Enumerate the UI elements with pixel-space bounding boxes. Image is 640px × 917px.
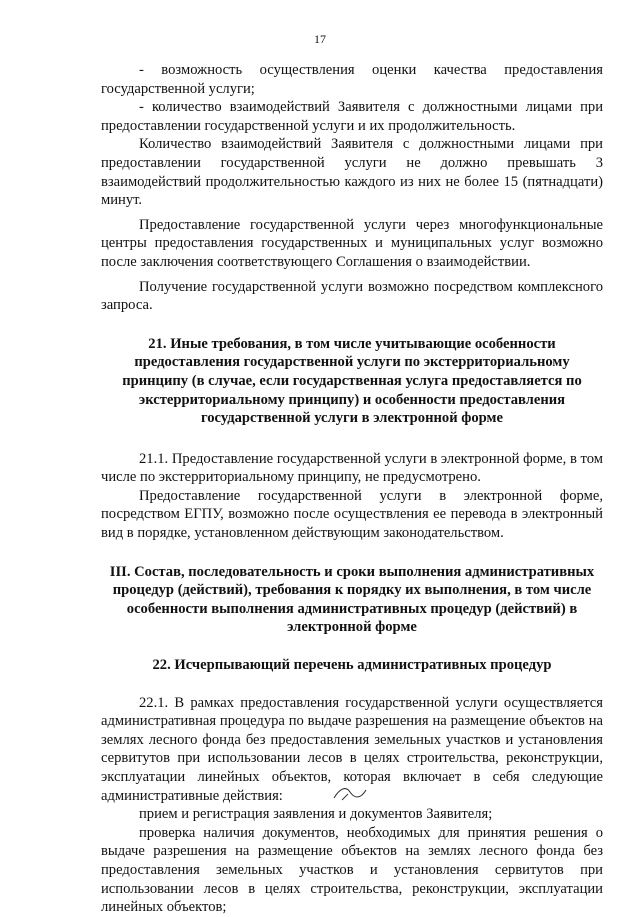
list-item-reception: прием и регистрация заявления и документов Заявителя; [139, 806, 493, 823]
paragraph-mfc: Предоставление государственной услуги через многофункциональные центры предоставления государственных и муниципальных услуг возможно после заключения соответствующего Соглашения о взаимодействии. [101, 216, 603, 270]
paragraph-quality-assessment: - возможность осуществления оценки качества предоставления государственной услуги; [101, 62, 603, 97]
paragraph-interaction-limit: Количество взаимодействий Заявителя с должностными лицами при предоставлении государственной услуги не должно превышать 3 взаимодействий продолжительностью каждого из них не более 15 (пятнадцати) минут. [101, 136, 603, 209]
paragraph-complex-request: Получение государственной услуги возможно посредством комплексного запроса. [101, 278, 603, 314]
paragraph-interaction-count: - количество взаимодействий Заявителя с должностными лицами при предоставлении государственной услуги и их продолжительность. [101, 99, 603, 134]
paragraph-21-egpu: Предоставление государственной услуги в электронной форме, посредством ЕГПУ, возможно после осуществления ее перевода в электронный вид в порядке, установленном действующим законодательством. [101, 487, 603, 542]
page-number: 17 [314, 32, 326, 46]
list-item-document-check: проверка наличия документов, необходимых для принятия решения о выдаче разрешения на размещение объектов на землях лесного фонда без предоставления земельных участков и установления сервитутов при использовании лесов в целях строительства, реконструкции, эксплуатации линейных объектов; [101, 824, 603, 916]
pen-mark [330, 782, 370, 806]
section-heading-22: 22. Исчерпывающий перечень административных процедур [152, 657, 552, 674]
paragraph-21-1: 21.1. Предоставление государственной услуги в электронной форме, в том числе по экстерриториальному принципу, не предусмотрено. [101, 450, 603, 486]
paragraph-22-1: 22.1. В рамках предоставления государственной услуги осуществляется административная процедура по выдаче разрешения на размещение объектов на землях лесного фонда без предоставления земельных участков и установления сервитутов при использовании лесов в целях строительства, реконструкции, эксплуатации линейных объектов, которая включает в себя следующие административные действия: [101, 694, 603, 804]
section-heading-21: 21. Иные требования, в том числе учитывающие особенности предоставления государственной услуги по экстерриториальному принципу (в случае, если государственная услуга предоставляется по экстерриториальному принципу) и особенности предоставления государственной услуги в электронной форме [122, 335, 582, 427]
section-heading-III: III. Состав, последовательность и сроки выполнения административных процедур (действий), требования к порядку их выполнения, в том числе особенности выполнения административных процедур (действий) в электронной форме [109, 563, 595, 636]
